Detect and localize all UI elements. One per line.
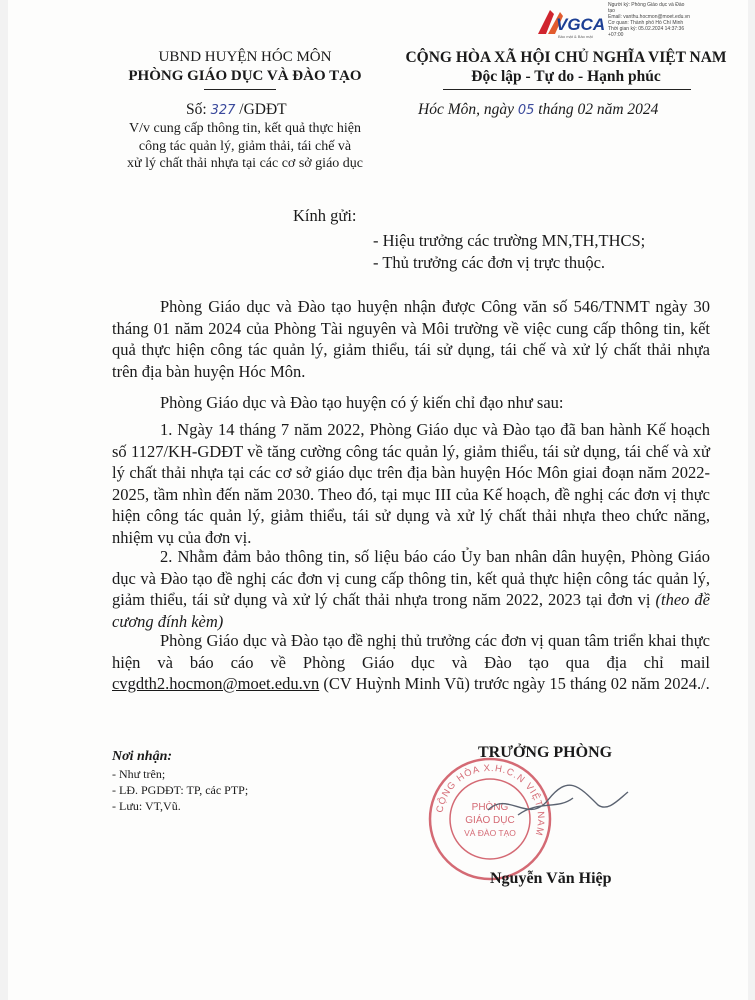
recipients-block (112, 748, 248, 814)
email-meta-line: Email: vanthu.hocmon@moet.edu.vn (608, 14, 691, 20)
handwritten-signature (478, 770, 638, 840)
date-day: 05 (517, 103, 535, 118)
time-meta-line: Thời gian ký: 05.02.2024 14:37:36 (608, 26, 685, 32)
svg-text:VÀ ĐÀO TẠO: VÀ ĐÀO TẠO (464, 828, 516, 838)
contact-email-link[interactable]: cvgdth2.hocmon@moet.edu.vn (112, 674, 320, 693)
national-name: CỘNG HÒA XÃ HỘI CHỦ NGHĨA VIỆT NAM (405, 49, 727, 66)
signer-meta-line: tạo (608, 8, 615, 14)
svg-text:GIÁO DỤC: GIÁO DỤC (465, 815, 515, 826)
addressee-item: - Hiệu trưởng các trường MN,TH,THCS; (373, 231, 646, 250)
svg-text:PHÒNG: PHÒNG (471, 802, 509, 813)
date-month: 02 (577, 101, 593, 118)
district-name: UBND HUYỆN HÓC MÔN (158, 49, 332, 65)
paragraph-5-text: Phòng Giáo dục và Đào tạo đề nghị thủ trưởng các đơn vị quan tâm triển khai thực hiện và báo cáo về Phòng Giáo dục và Đào tạo qua địa chỉ mail (112, 631, 710, 672)
date-place: Hóc Môn, ngày (418, 101, 514, 118)
vgca-logo-text: VGCA (556, 15, 604, 34)
document-number (186, 100, 287, 121)
issue-date (418, 100, 658, 121)
vgca-logo-tagline: Bảo mật & Bảo mật (558, 34, 593, 39)
paragraph-5-end: (CV Huỳnh Minh Vũ) trước ngày 15 tháng 02 năm 2024./. (319, 674, 710, 693)
doc-number-suffix: /GDĐT (239, 101, 287, 118)
vgca-logo (534, 4, 604, 42)
subject-line: công tác quản lý, giảm thải, tái chế và (138, 138, 352, 154)
department-name: PHÒNG GIÁO DỤC VÀ ĐÀO TẠO (128, 68, 362, 84)
body-paragraph-3: 1. Ngày 14 tháng 7 năm 2022, Phòng Giáo dục và Đào tạo đã ban hành Kế hoạch số 1127/KH-GDĐT về tăng cường công tác quản lý, giảm thiểu, tái sử dụng, tái chế và xử lý chất thải nhựa tại các cơ sở giáo dục trên địa bàn huyện Hóc Môn giai đoạn năm 2022-2025, tầm nhìn đến năm 2030. Theo đó, tại mục III của Kế hoạch, đề nghị các đơn vị thực hiện công tác quản lý, giảm thiểu, tái sử dụng và xử lý chất thải nhựa theo chức năng, nhiệm vụ của đơn vị. (112, 420, 710, 547)
body-paragraph-4 (112, 546, 710, 632)
digital-signature-info (608, 2, 748, 38)
national-motto: Độc lập - Tự do - Hạnh phúc (471, 68, 661, 85)
addressee-list (373, 230, 645, 274)
date-year: năm 2024 (596, 101, 659, 118)
issuing-authority (100, 48, 390, 86)
document-page (8, 0, 748, 1000)
document-subject (100, 120, 390, 173)
body-paragraph-1: Phòng Giáo dục và Đào tạo huyện nhận được Công văn số 546/TNMT ngày 30 tháng 01 năm 2024 của Phòng Tài nguyên và Môi trường về việc cung cấp thông tin, kết quả thực hiện công tác quản lý, giảm thiểu, tái sử dụng, tái chế và xử lý chất thải nhựa trên địa bàn huyện Hóc Môn. (112, 297, 710, 381)
signer-title: TRƯỞNG PHÒNG (478, 744, 613, 761)
subject-line: V/v cung cấp thông tin, kết quả thực hiện (129, 121, 361, 136)
addressee-label: Kính gửi: (293, 206, 357, 225)
addressee-item: - Thủ trưởng các đơn vị trực thuộc. (373, 253, 606, 272)
paragraph-4-text: 2. Nhằm đảm bảo thông tin, số liệu báo cáo Ủy ban nhân dân huyện, Phòng Giáo dục và Đào tạo đề nghị các đơn vị cung cấp thông tin, kết quả thực hiện công tác quản lý, giảm thiểu, tái sử dụng và xử lý chất thải nhựa trong năm 2022, 2023 tại đơn vị (112, 547, 710, 609)
doc-number-handwritten: 327 (210, 103, 236, 118)
header-rule-right (443, 89, 691, 90)
recipient-item: - Lưu: VT,Vũ. (112, 799, 181, 813)
recipient-item: - Như trên; (112, 767, 166, 781)
header-rule-left (204, 89, 276, 90)
signer-name: Nguyễn Văn Hiệp (490, 870, 612, 887)
date-month-label: tháng (538, 101, 574, 118)
subject-line: xử lý chất thải nhựa tại các cơ sở giáo dục (126, 156, 363, 171)
signer-meta-line: Người ký: Phòng Giáo dục và Đào (608, 2, 685, 8)
timezone-meta-line: +07:00 (608, 32, 624, 38)
body-paragraph-5 (112, 630, 710, 695)
recipient-item: - LĐ. PGDĐT: TP, các PTP; (112, 783, 249, 797)
svg-text:CỘNG HÒA X.H.C.N VIỆT NAM: CỘNG HÒA X.H.C.N VIỆT NAM (434, 762, 547, 838)
national-header (386, 48, 746, 86)
doc-number-prefix: Số: (186, 101, 207, 118)
body-paragraph-2: Phòng Giáo dục và Đào tạo huyện có ý kiến chỉ đạo như sau: (160, 393, 564, 412)
paragraph-4-italic: (theo đề cương đính kèm) (112, 590, 710, 631)
org-meta-line: Cơ quan: Thành phố Hồ Chí Minh (608, 20, 684, 26)
recipients-label: Nơi nhận: (112, 749, 173, 764)
